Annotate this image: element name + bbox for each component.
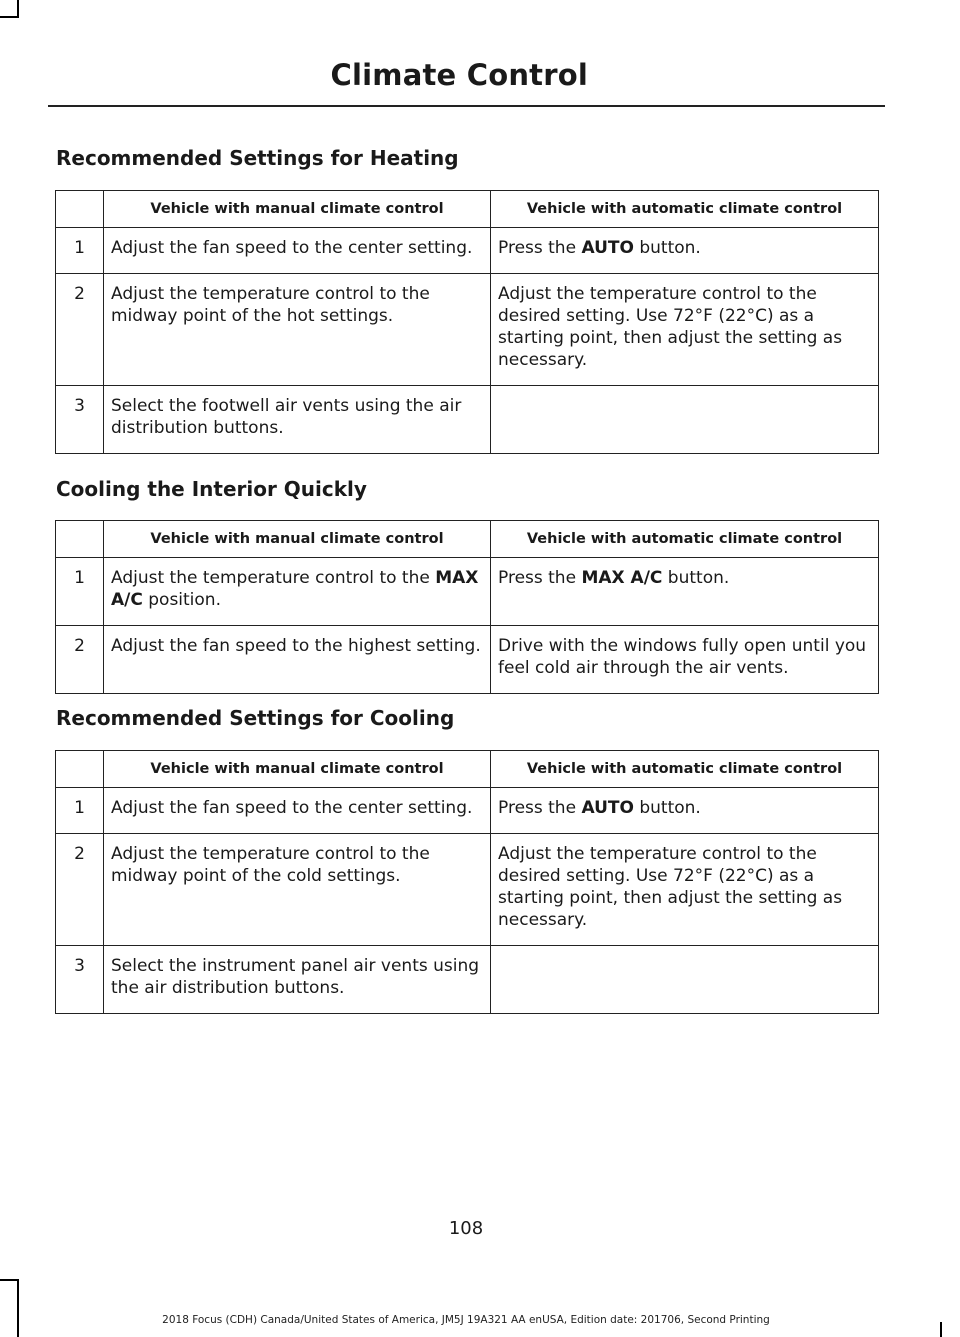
crop-mark	[17, 0, 19, 17]
table-header-row	[56, 191, 879, 228]
table-row	[56, 788, 879, 834]
button-name: MAX A/C	[111, 568, 479, 610]
automatic-cell	[491, 386, 879, 454]
table-header-row	[56, 521, 879, 558]
crop-mark	[17, 1279, 19, 1337]
cooling-quickly-table	[55, 520, 879, 694]
section-title-heating: Recommended Settings for Heating	[56, 146, 459, 170]
heating-settings-table	[55, 190, 879, 454]
row-number: 3	[56, 946, 104, 1014]
number-column-header	[56, 521, 104, 558]
page-footer: 2018 Focus (CDH) Canada/United States of America, JM5J 19A321 AA enUSA, Edition date: 201706, Second Printing	[162, 1314, 770, 1326]
button-name: AUTO	[581, 798, 634, 818]
manual-cell: Adjust the fan speed to the center setting.	[104, 788, 491, 834]
page-header-title: Climate Control	[330, 58, 588, 92]
cell-text: Adjust the temperature control to the	[111, 568, 436, 588]
table-row	[56, 228, 879, 274]
table-header-row	[56, 751, 879, 788]
row-number: 1	[56, 228, 104, 274]
automatic-cell	[491, 788, 879, 834]
cell-text: button.	[662, 568, 730, 588]
manual-cell: Adjust the temperature control to the midway point of the cold settings.	[104, 834, 491, 946]
automatic-cell	[491, 946, 879, 1014]
table-row	[56, 274, 879, 386]
cooling-settings-table	[55, 750, 879, 1014]
button-name: AUTO	[581, 238, 634, 258]
page-number: 108	[448, 1218, 484, 1239]
table-row	[56, 558, 879, 626]
automatic-column-header: Vehicle with automatic climate control	[491, 521, 879, 558]
manual-cell: Select the instrument panel air vents using the air distribution buttons.	[104, 946, 491, 1014]
automatic-column-header: Vehicle with automatic climate control	[491, 191, 879, 228]
cell-text: Press the	[498, 798, 582, 818]
manual-column-header: Vehicle with manual climate control	[104, 191, 491, 228]
automatic-column-header: Vehicle with automatic climate control	[491, 751, 879, 788]
manual-column-header: Vehicle with manual climate control	[104, 751, 491, 788]
button-name: MAX A/C	[581, 568, 663, 588]
automatic-cell: Adjust the temperature control to the desired setting. Use 72°F (22°C) as a starting point, then adjust the setting as necessary.	[491, 274, 879, 386]
row-number: 2	[56, 274, 104, 386]
manual-cell: Adjust the fan speed to the highest setting.	[104, 626, 491, 694]
row-number: 2	[56, 834, 104, 946]
manual-cell	[104, 558, 491, 626]
manual-cell: Adjust the fan speed to the center setting.	[104, 228, 491, 274]
manual-column-header: Vehicle with manual climate control	[104, 521, 491, 558]
table-row	[56, 386, 879, 454]
row-number: 2	[56, 626, 104, 694]
cell-text: Press the	[498, 238, 582, 258]
automatic-cell: Adjust the temperature control to the desired setting. Use 72°F (22°C) as a starting point, then adjust the setting as necessary.	[491, 834, 879, 946]
cell-text: position.	[142, 590, 221, 610]
row-number: 3	[56, 386, 104, 454]
section-title-cooling: Recommended Settings for Cooling	[56, 706, 455, 730]
automatic-cell	[491, 558, 879, 626]
manual-cell: Select the footwell air vents using the air distribution buttons.	[104, 386, 491, 454]
number-column-header	[56, 191, 104, 228]
row-number: 1	[56, 558, 104, 626]
cell-text: button.	[633, 798, 701, 818]
table-row	[56, 626, 879, 694]
cell-text: Press the	[498, 568, 582, 588]
automatic-cell: Drive with the windows fully open until you feel cold air through the air vents.	[491, 626, 879, 694]
table-row	[56, 834, 879, 946]
header-divider	[48, 105, 885, 107]
automatic-cell	[491, 228, 879, 274]
manual-cell: Adjust the temperature control to the midway point of the hot settings.	[104, 274, 491, 386]
crop-mark	[940, 1322, 942, 1337]
cell-text: button.	[633, 238, 701, 258]
number-column-header	[56, 751, 104, 788]
section-title-cooling-quickly: Cooling the Interior Quickly	[56, 477, 367, 501]
table-row	[56, 946, 879, 1014]
row-number: 1	[56, 788, 104, 834]
